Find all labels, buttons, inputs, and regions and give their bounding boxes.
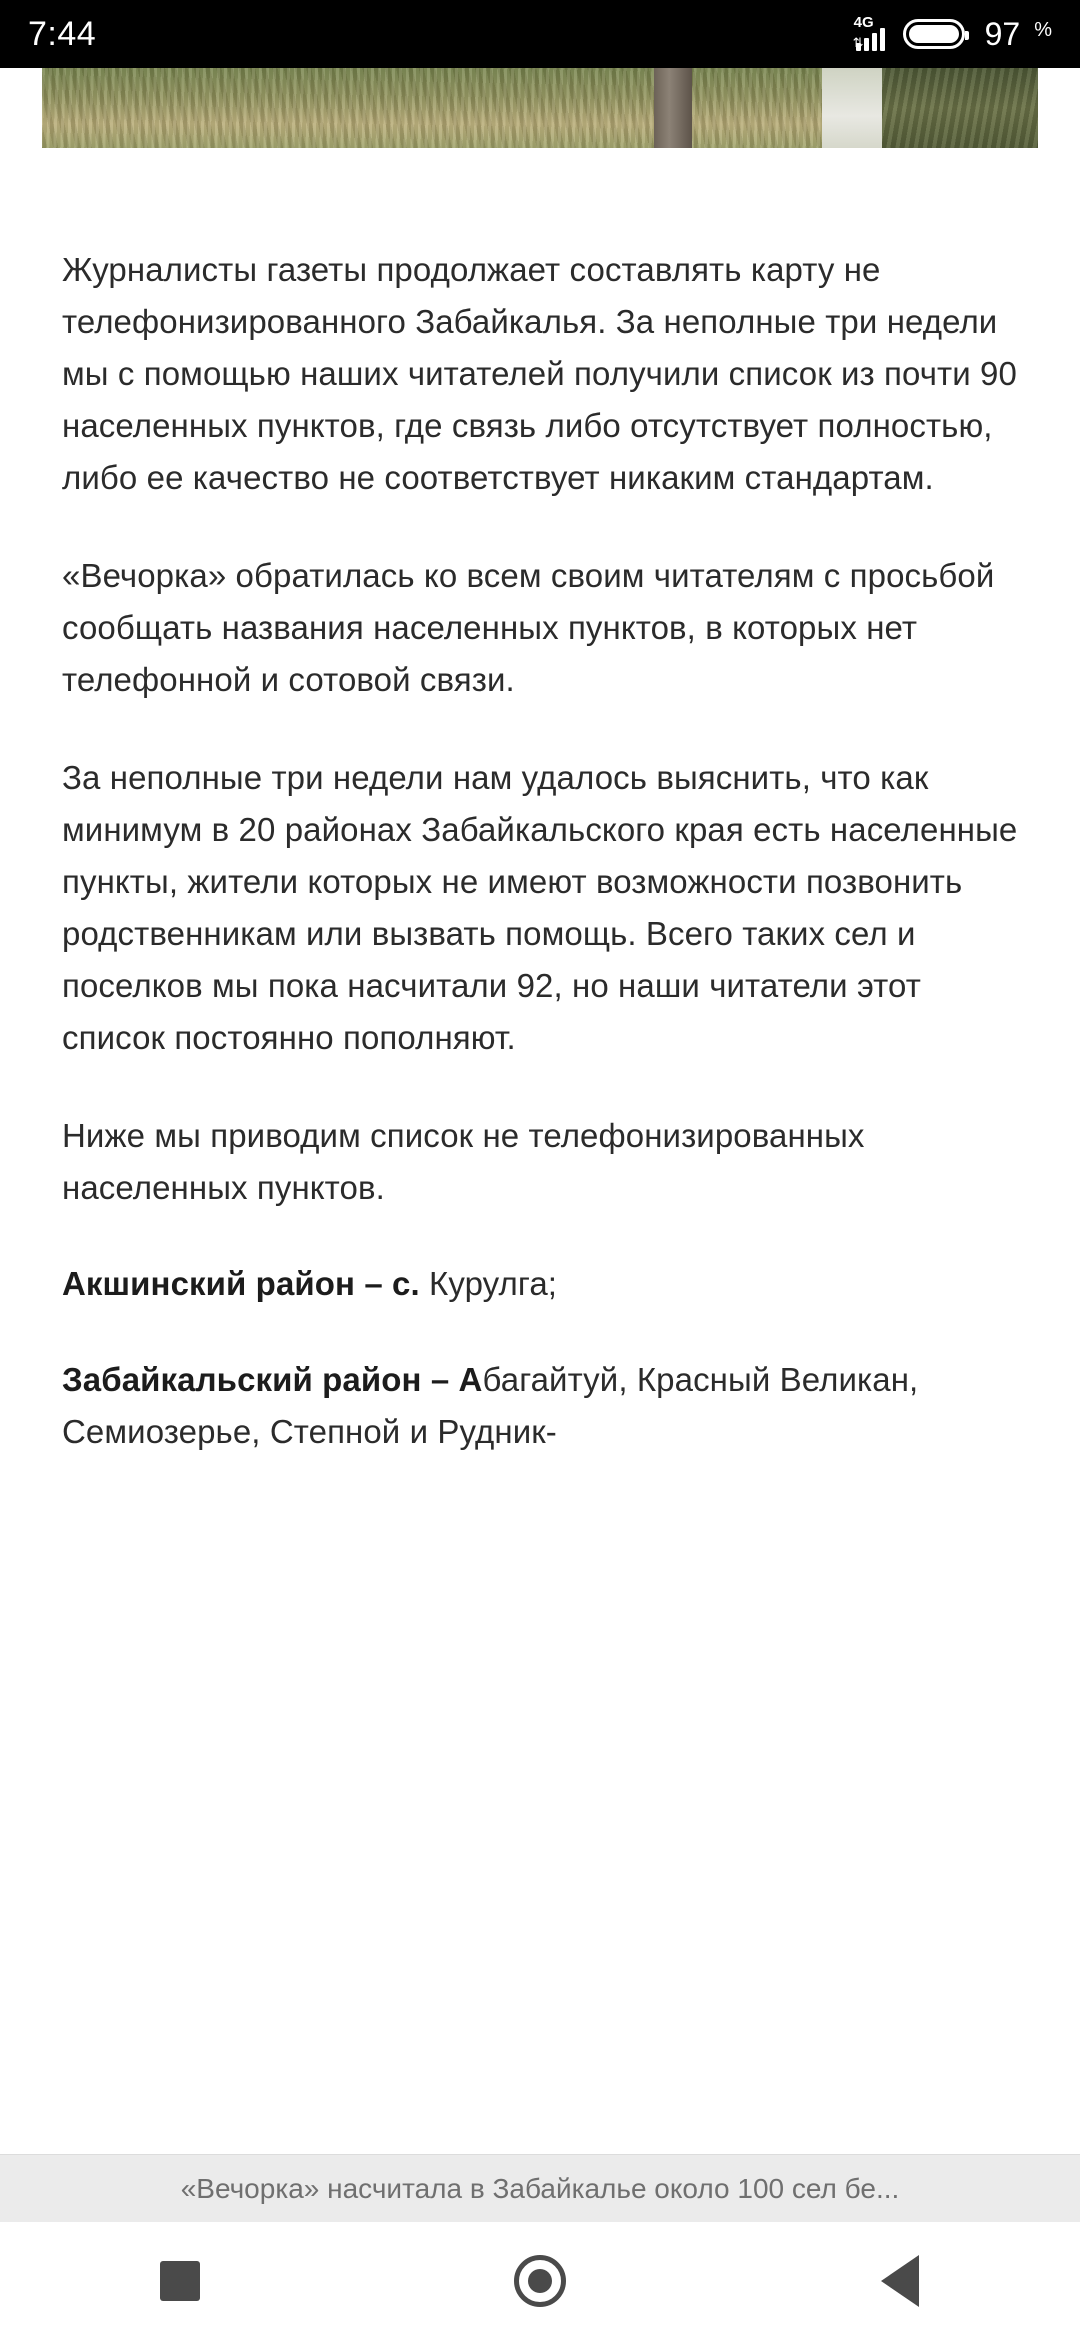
square-icon: [160, 2261, 200, 2301]
data-arrows-icon: ⇅: [852, 35, 863, 50]
home-button[interactable]: [465, 2222, 615, 2340]
status-clock: 7:44: [28, 14, 97, 53]
network-type-label: 4G: [853, 14, 874, 31]
article-hero-image: [42, 68, 1038, 148]
battery-icon: [903, 19, 965, 49]
list-item-places: Курулга;: [419, 1265, 558, 1302]
page-title-bar[interactable]: [0, 2154, 1080, 2222]
circle-icon: [514, 2255, 566, 2307]
hero-image-right: [882, 68, 1038, 148]
back-button[interactable]: [825, 2222, 975, 2340]
recents-button[interactable]: [105, 2222, 255, 2340]
list-item-region: Забайкальский район – А: [62, 1361, 483, 1398]
percent-symbol: %: [1034, 18, 1052, 41]
article-content[interactable]: [0, 68, 1080, 2154]
triangle-back-icon: [881, 2255, 919, 2307]
list-item-places: багайтуй, Красный Великан, Семиозерье, Степной и Рудник-: [62, 1361, 919, 1450]
article-paragraph-3: За неполные три недели нам удалось выяснить, что как минимум в 20 районах Забайкальского края есть населенные пункты, жители которых не имеют возможности позвонить родственникам или вызвать помощь. Всего таких сел и поселков мы пока насчитали 92, но наши читатели этот список постоянно пополняют.: [62, 759, 1018, 1056]
article-body: [0, 148, 1080, 1458]
android-nav-bar: [0, 2222, 1080, 2340]
article-paragraph-1: Журналисты газеты продолжает составлять карту не телефонизированного Забайкалья. За неполные три недели мы с помощью наших читателей получили список из почти 90 населенных пунктов, где связь либо отсутствует полностью, либо ее качество не соответствует никаким стандартам.: [62, 251, 1017, 496]
hero-pole-shape: [654, 68, 692, 148]
list-item: [62, 1354, 1018, 1458]
list-item-region: Акшинский район – с.: [62, 1265, 420, 1302]
article-paragraph-4: Ниже мы приводим список не телефонизированных населенных пунктов.: [62, 1117, 865, 1206]
signal-icon: [852, 14, 885, 51]
article-paragraph-2: «Вечорка» обратилась ко всем своим читателям с просьбой сообщать названия населенных пунктов, в которых нет телефонной и сотовой связи.: [62, 557, 995, 698]
status-icons: [854, 16, 1052, 53]
status-bar: [0, 0, 1080, 68]
list-item: [62, 1258, 1018, 1310]
page-title: «Вечорка» насчитала в Забайкалье около 100 сел бе...: [180, 2172, 900, 2204]
battery-percent-label: 97: [984, 15, 1021, 52]
hero-image-left: [42, 68, 822, 148]
hero-image-gap: [822, 68, 882, 148]
